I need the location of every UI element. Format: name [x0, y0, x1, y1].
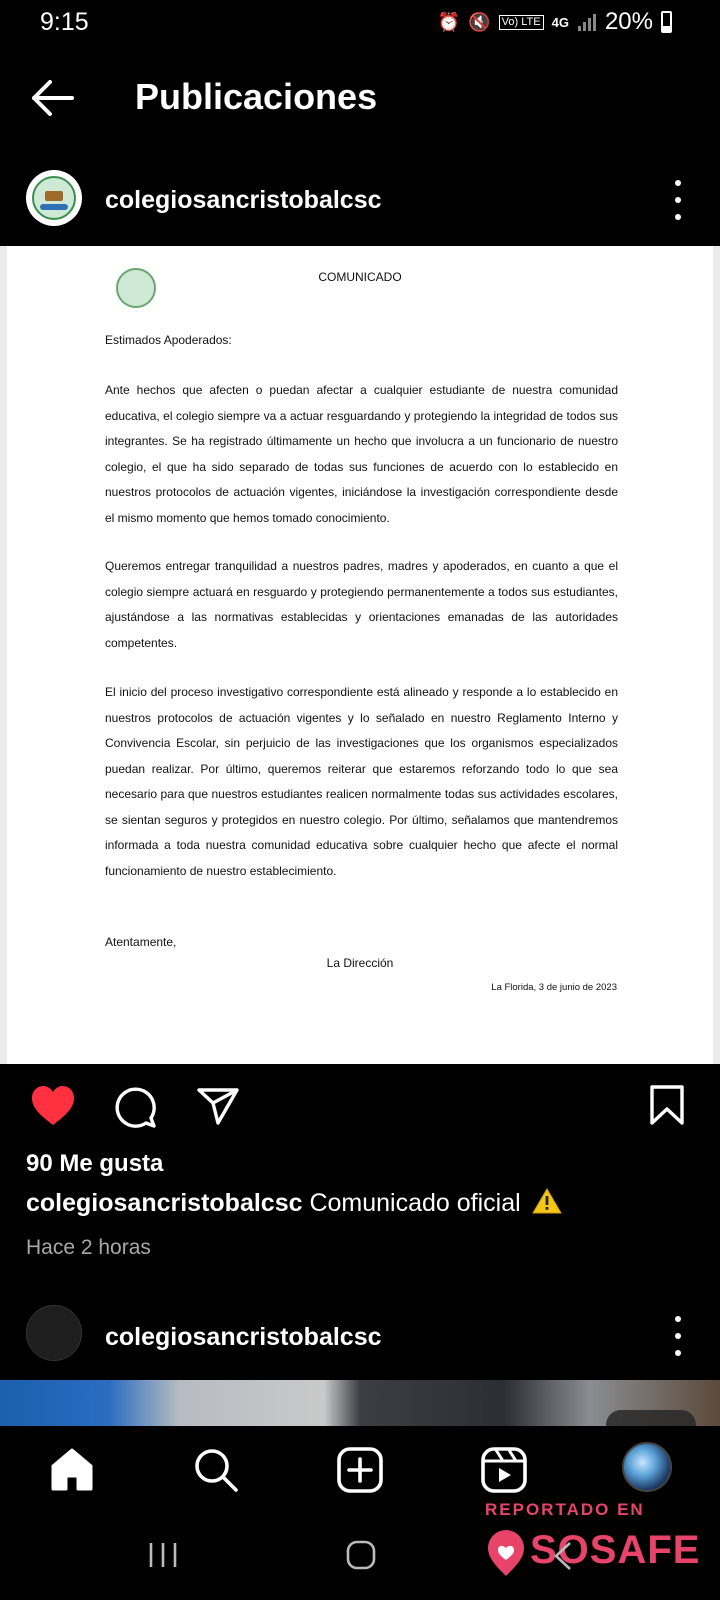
- signal-icon: [577, 12, 597, 32]
- system-back-icon[interactable]: [548, 1540, 578, 1572]
- post-username[interactable]: colegiosancristobalcsc: [105, 186, 382, 214]
- document-signature: La Dirección: [326, 956, 394, 970]
- reels-icon[interactable]: [478, 1444, 530, 1496]
- comment-icon[interactable]: [113, 1085, 157, 1129]
- status-time: 9:15: [40, 8, 89, 36]
- post-username[interactable]: colegiosancristobalcsc: [105, 1323, 382, 1351]
- watermark-brand: SOSAFE: [530, 1528, 701, 1572]
- document-paragraph: Queremos entregar tranquilidad a nuestros padres, madres y apoderados, en cuanto a que el colegio siempre actuará en resguardo y protegiendo permanentemente a todos sus estudiantes, ajustándose a las normativas establecidas y orientaciones emanadas de las autoridades competentes.: [105, 559, 618, 650]
- battery-icon: [661, 11, 672, 33]
- post-avatar[interactable]: [26, 1305, 82, 1361]
- home-icon[interactable]: [46, 1444, 98, 1496]
- document-title: COMUNICADO: [318, 270, 402, 284]
- mute-icon: 🔇: [468, 11, 491, 32]
- caption-text: Comunicado oficial: [309, 1189, 521, 1217]
- system-home-icon[interactable]: [344, 1538, 378, 1572]
- battery-percent: 20%: [604, 8, 653, 35]
- post-avatar[interactable]: [26, 170, 82, 226]
- post-caption: [26, 1188, 562, 1218]
- bookmark-icon[interactable]: [648, 1084, 686, 1126]
- volte-icon: Vo) LTE: [499, 15, 544, 30]
- page-title: Publicaciones: [135, 76, 378, 117]
- sosafe-logo-icon: [484, 1530, 528, 1578]
- post-timestamp: Hace 2 horas: [26, 1236, 151, 1259]
- document-greeting: Estimados Apoderados:: [105, 333, 232, 347]
- document-paragraph: Ante hechos que afecten o puedan afectar a cualquier estudiante de nuestra comunidad educativa, el colegio siempre va a actuar resguardando y protegiendo la integridad de todos sus integrantes. Se ha registrado últimamente un hecho que involucra a un funcionario de nuestro colegio, el que ha sido separado de todas sus funciones de acuerdo con lo establecido en nuestros protocolos de actuación vigentes, iniciándose la investigación correspondiente desde el mismo momento que hemos tomado conocimiento.: [105, 383, 618, 525]
- document-page: [7, 246, 713, 1064]
- back-arrow-icon[interactable]: [28, 78, 78, 118]
- warning-icon: [532, 1188, 562, 1214]
- more-options-icon[interactable]: [671, 180, 685, 220]
- document-date: La Florida, 3 de junio de 2023: [491, 982, 617, 993]
- profile-avatar[interactable]: [622, 1442, 672, 1492]
- likes-count[interactable]: 90 Me gusta: [26, 1150, 164, 1177]
- watermark-reported: REPORTADO EN: [485, 1500, 645, 1519]
- search-icon[interactable]: [190, 1444, 242, 1496]
- alarm-icon: ⏰: [437, 11, 461, 32]
- like-heart-icon[interactable]: [30, 1085, 76, 1127]
- status-icons: [438, 8, 672, 36]
- document-closing: Atentamente,: [105, 935, 177, 949]
- recent-apps-icon[interactable]: [146, 1540, 180, 1570]
- school-crest-icon: [32, 176, 76, 220]
- share-send-icon[interactable]: [196, 1086, 240, 1126]
- create-post-icon[interactable]: [334, 1444, 386, 1496]
- network-type: 4G: [551, 14, 569, 30]
- document-paragraph: El inicio del proceso investigativo correspondiente está alineado y responde a lo establecido en nuestros protocolos de actuación vigentes y lo señalado en nuestro Reglamento Interno y Convivencia Escolar, sin perjuicio de las investigaciones que los organismos especializados puedan realizar. Por último, queremos reiterar que estaremos reforzando todo lo que sea necesario para que nuestros estudiantes realicen normalmente todas sus actividades escolares, se sientan seguros y protegidos en nuestro colegio. Por último, señalamos que mantendremos informada a toda nuestra comunidad educativa sobre cualquier hecho que afecte el normal funcionamiento de nuestro establecimiento.: [105, 685, 618, 878]
- more-options-icon[interactable]: [671, 1316, 685, 1356]
- caption-username[interactable]: colegiosancristobalcsc: [26, 1189, 303, 1217]
- post-image[interactable]: [0, 246, 720, 1064]
